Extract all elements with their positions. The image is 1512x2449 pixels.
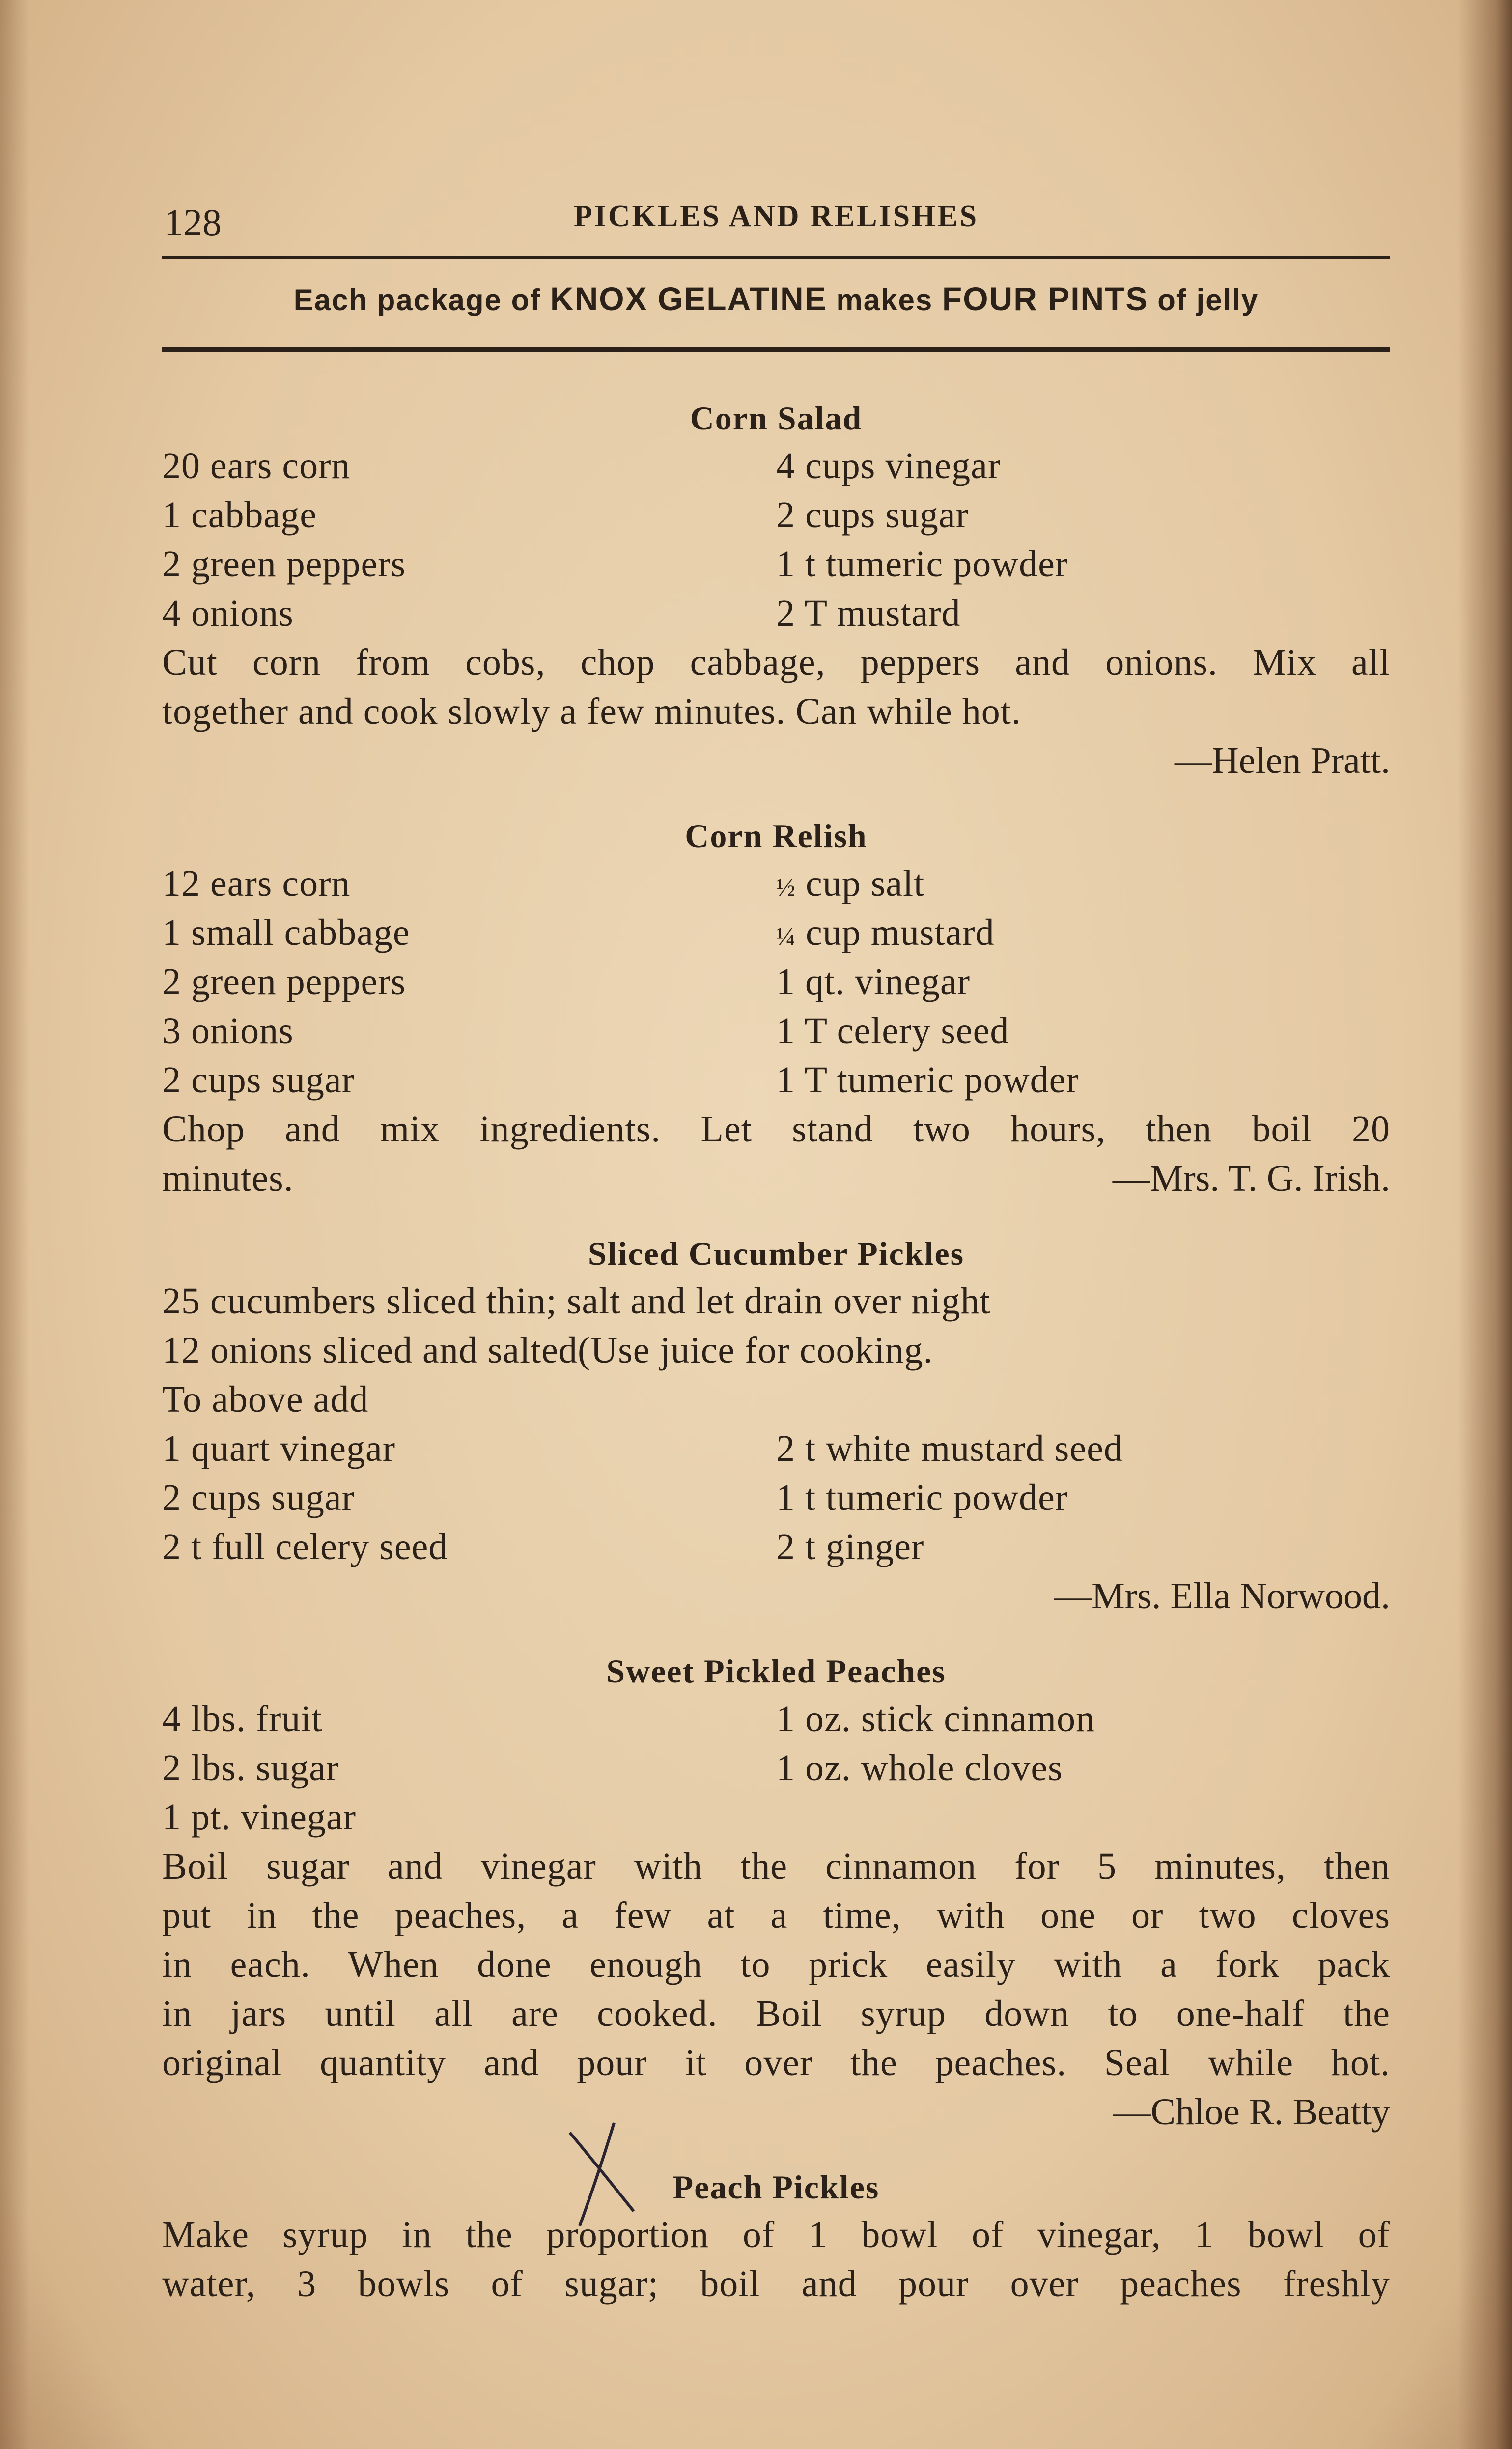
ingredient: 1 T tumeric powder [776,1059,1079,1101]
instructions: 12 onions sliced and salted(Use juice for cooking. [162,1330,933,1371]
ingredient: 1 t tumeric powder [776,543,1068,585]
instructions: Chop and mix ingredients. Let stand two hours, then boil 20 [162,1109,1390,1150]
ingredient: 2 T mustard [776,593,961,634]
page-edge-right [1458,0,1512,2449]
ingredient: 4 lbs. fruit [162,1698,323,1739]
instructions: Boil sugar and vinegar with the cinnamon for 5 minutes, then [162,1846,1390,1887]
ingredient: 1 qt. vinegar [776,961,971,1002]
recipe-title-sweet-peaches: Sweet Pickled Peaches [606,1652,946,1690]
ad-brand: KNOX GELATINE [550,281,827,317]
instructions: put in the peaches, a few at a time, with one or two cloves [162,1895,1390,1936]
ingredient: 3 onions [162,1010,294,1052]
recipe-title-cucumber-pickles: Sliced Cucumber Pickles [588,1235,965,1272]
recipe-credit: —Mrs. Ella Norwood. [1054,1575,1390,1617]
instructions: original quantity and pour it over the peaches. Seal while hot. [162,2042,1390,2083]
ingredient: 1 oz. stick cinnamon [776,1698,1095,1739]
ingredient-text: cup mustard [806,912,995,953]
ingredient: 12 ears corn [162,863,351,904]
ingredient [776,911,995,954]
ingredient: 1 cabbage [162,494,317,536]
ingredient: 2 t white mustard seed [776,1428,1123,1469]
instructions: To above add [162,1379,369,1420]
ingredient: 4 cups vinegar [776,445,1001,486]
instructions: water, 3 bowls of sugar; boil and pour over peaches freshly [162,2263,1390,2305]
ingredient: 2 lbs. sugar [162,1747,339,1789]
ingredient: 1 pt. vinegar [162,1796,357,1838]
running-title: PICKLES AND RELISHES [573,199,979,233]
page-header [162,197,1390,246]
ingredient: 2 green peppers [162,543,406,585]
header-rule [162,256,1390,259]
ingredient: 2 green peppers [162,961,406,1002]
ad-text-1: Each package of [293,284,541,316]
ingredient: 1 oz. whole cloves [776,1747,1063,1789]
instructions: Make syrup in the proportion of 1 bowl of vinegar, 1 bowl of [162,2214,1390,2255]
ad-amount: FOUR PINTS [942,281,1148,317]
instructions: in each. When done enough to prick easily with a fork pack [162,1944,1390,1985]
ingredient [776,862,924,905]
knox-gelatine-ad [162,280,1390,317]
ad-text-3: of jelly [1157,284,1259,316]
instructions: in jars until all are cooked. Boil syrup down to one-half the [162,1993,1390,2034]
recipe-title-peach-pickles: Peach Pickles [672,2168,880,2206]
ingredient: 2 cups sugar [776,494,969,536]
ingredient-text: cup salt [806,863,925,904]
recipe-credit: —Helen Pratt. [1174,740,1390,781]
instructions: 25 cucumbers sliced thin; salt and let drain over night [162,1281,991,1322]
ingredient: 2 t ginger [776,1526,924,1567]
recipe-credit: —Chloe R. Beatty [1113,2091,1390,2133]
instructions: Cut corn from cobs, chop cabbage, peppers and onions. Mix all [162,642,1390,683]
page-edge-left [0,0,29,2449]
ingredient: 20 ears corn [162,445,351,486]
instructions: minutes. [162,1158,294,1199]
ingredient: 1 quart vinegar [162,1428,396,1469]
ad-rule [162,347,1390,352]
recipe-credit: —Mrs. T. G. Irish. [1112,1158,1390,1199]
recipe-title-corn-relish: Corn Relish [685,817,868,854]
ingredient: 1 small cabbage [162,912,410,953]
ingredient: 1 T celery seed [776,1010,1009,1052]
ingredient: 4 onions [162,593,294,634]
ingredient: 2 cups sugar [162,1059,355,1101]
ingredient: 2 cups sugar [162,1477,355,1518]
recipe-title-corn-salad: Corn Salad [690,399,863,437]
ad-text-2: makes [836,284,933,316]
ingredient: 2 t full celery seed [162,1526,448,1567]
ingredient: 1 t tumeric powder [776,1477,1068,1518]
fraction: ½ [776,874,796,902]
fraction: ¼ [776,923,796,951]
page-number: 128 [164,201,222,244]
instructions: together and cook slowly a few minutes. Can while hot. [162,691,1021,732]
